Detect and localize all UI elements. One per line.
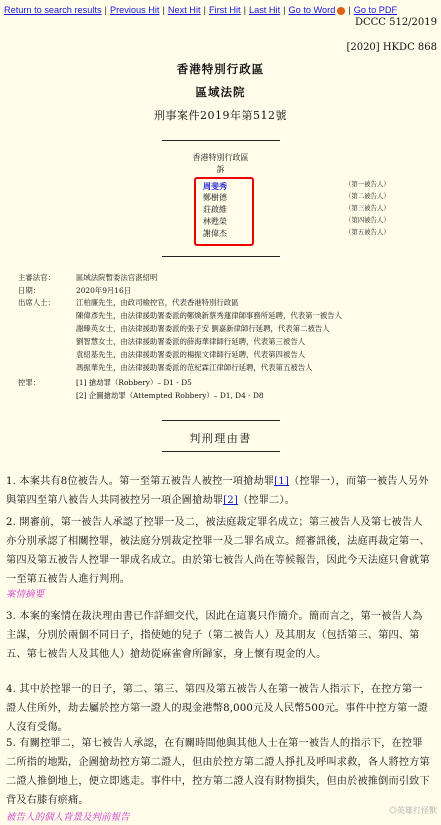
case-summary-heading: 案情摘要 <box>6 589 45 600</box>
defendant-name: 鄭樹德 <box>203 193 227 202</box>
paragraph-2: 2. 開審前，第一被告人承認了控罪一及二，被法庭裁定罪名成立；第三被告人及第七被告人亦分別承認了相關控罪，被法庭分別裁定控罪一及二罪名成立。經審訊後，法庭再裁定第一、第四及第五被告人控罪一罪成名成立。由於第七被告人尚在等候報告，因此今天法庭只會就第一至第五被告人進行判刑。 <box>6 517 430 585</box>
charge-line: [1] 搶劫罪（Robbery）– D1 - D5 <box>76 378 192 387</box>
paragraph-text: （控罪二）。 <box>237 495 295 506</box>
prosecutor: 香港特別行政區 <box>192 153 249 162</box>
appearance-line: 馮振華先生，由法律援助署委派的范紀霖江律師行延聘，代表第五被告人 <box>76 363 313 372</box>
previous-hit-link[interactable]: Previous Hit <box>109 5 160 15</box>
region-heading: 香港特別行政區 <box>176 62 265 76</box>
appearances-label: 出席人士： <box>18 298 55 307</box>
nav-separator: | <box>283 5 286 15</box>
appearance-line: 劉智慧女士，由法律援助署委派的薛海華律師行延聘，代表第三被告人 <box>76 337 306 346</box>
nav-separator: | <box>104 5 107 15</box>
nav-separator: | <box>203 5 206 15</box>
defendant-list <box>203 180 227 240</box>
rss-icon <box>337 7 345 15</box>
appearance-line: 謝臻英女士，由法律援助署委派的張子安 劉嘉新律師行延聘，代表第二被告人 <box>76 324 330 333</box>
divider <box>162 256 280 257</box>
neutral-citation: [2020] HKDC 868 <box>346 42 437 53</box>
paragraph-3: 3. 本案的案情在裁決理由書已作詳細交代，因此在這裏只作簡介。簡而言之，第一被告人為主謀，分別於兩個不同日子，指使她的兒子（第二被告人）及其朋友（包括第三、第四、第五、第七被告人及其他人）搶劫從麻雀會所歸家，身上懷有現金的人。 <box>6 611 423 660</box>
divider <box>162 451 280 452</box>
appearance-line: 袁紹基先生，由法律援助署委派的楊振文律師行延聘，代表第四被告人 <box>76 350 306 359</box>
paragraph-1 <box>6 472 432 510</box>
navigation-bar <box>4 5 397 15</box>
judge-label: 主審法官： <box>18 273 55 282</box>
footnote-link-2[interactable]: [2] <box>223 495 238 506</box>
paragraph-text: 1. 本案共有8位被告人。第一至第五被告人被控一項搶劫罪 <box>6 476 275 487</box>
nav-separator: | <box>162 5 165 15</box>
next-hit-link[interactable]: Next Hit <box>167 5 201 15</box>
footnote-link-1[interactable]: [1] <box>274 476 290 487</box>
last-hit-link[interactable]: Last Hit <box>248 5 281 15</box>
defendant-roles <box>345 178 390 238</box>
appearance-line: 陳偉彥先生，由法律援助署委派的鄭煥新蔡秀蓮律師事務所延聘，代表第一被告人 <box>76 311 343 320</box>
appearance-line: 江柏廉先生，由政司檢控官，代表香港特別行政區 <box>76 298 239 307</box>
defendant-name: 謝偉杰 <box>203 229 227 238</box>
defendant-role: （第四被告人） <box>345 216 390 224</box>
divider <box>162 140 280 141</box>
versus: 訴 <box>216 165 225 174</box>
charges-label: 控罪： <box>18 378 41 387</box>
first-hit-link[interactable]: First Hit <box>208 5 241 15</box>
paragraph-text: （控罪一），而第一被告人另外與第四至第八被告人共同被控另一項企圖搶劫罪 <box>6 476 429 506</box>
go-to-pdf-link[interactable]: Go to PDF <box>353 5 398 15</box>
defendant-role: （第三被告人） <box>345 204 390 212</box>
charge-line: [2] 企圖搶劫罪（Attempted Robbery）– D1, D4 - D8 <box>76 391 264 400</box>
judge-value: 區域法院暫委法官湛紹明 <box>76 273 158 282</box>
nav-separator: | <box>348 5 351 15</box>
judgment-title: 判刑理由書 <box>189 432 252 445</box>
case-heading: 刑事案件2019年第512號 <box>154 109 287 122</box>
background-heading: 被告人的個人背景及判前報告 <box>6 812 130 823</box>
defendant-name: 莊啟維 <box>203 205 227 214</box>
defendant-role: （第一被告人） <box>345 180 390 188</box>
defendant-role: （第二被告人） <box>345 192 390 200</box>
watermark: ◎英雄打怪獸 <box>389 806 437 815</box>
divider <box>162 420 280 421</box>
go-to-word-link[interactable]: Go to Word <box>288 5 336 15</box>
paragraph-4: 4. 其中於控罪一的日子，第二、第三、第四及第五被告人在第一被告人指示下，在控方第一證人住所外，劫去屬於控方第一證人的現金港幣8,000元及人民幣500元。事件中控方第一證人沒有受傷。 <box>6 684 428 733</box>
defendant-role: （第五被告人） <box>345 228 390 236</box>
case-number: DCCC 512/2019 <box>354 17 437 28</box>
court-heading: 區域法院 <box>195 85 246 99</box>
defendant-name: 林甦榮 <box>203 217 227 226</box>
date-value: 2020年9月16日 <box>76 286 132 295</box>
return-to-search-link[interactable]: Return to search results <box>4 5 102 15</box>
date-label: 日期： <box>18 286 41 295</box>
paragraph-5: 5. 有關控罪二，第七被告人承認，在有關時間他與其他人士在第一被告人的指示下，在控罪二所指的地點，企圖搶劫控方第二證人，但由於控方第二證人掙扎及呼叫求救，各人將控方第二證人推倒地上，便立即逃走。事件中，控方第二證人沒有財物損失，但由於被推倒而引致下背及右膝有瘀痛。 <box>6 738 430 806</box>
defendant-name[interactable]: 周斐秀 <box>203 181 227 191</box>
nav-separator: | <box>243 5 246 15</box>
